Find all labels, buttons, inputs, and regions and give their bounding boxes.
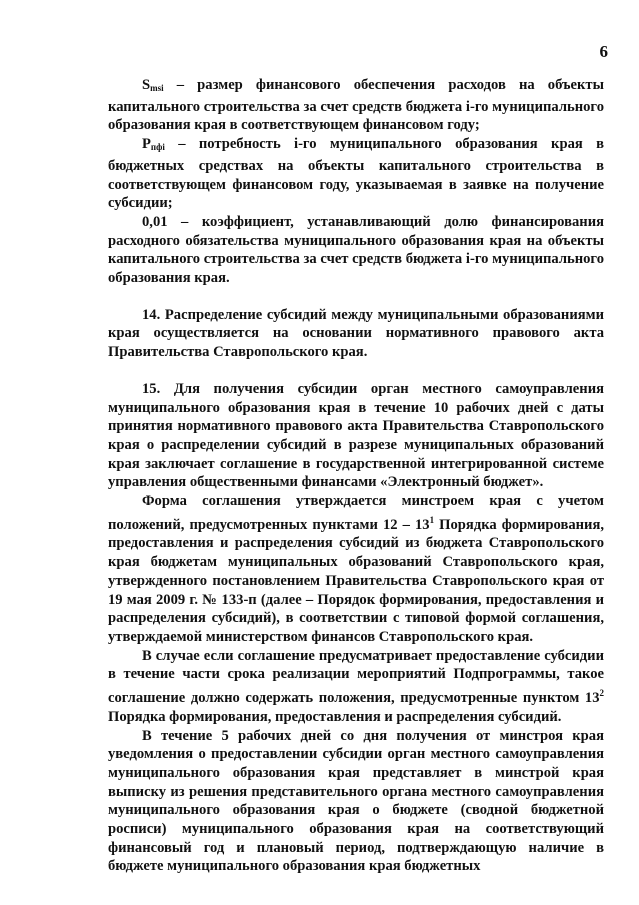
paragraph-14: 14. Распределение субсидий между муниципальными образованиями края осуществляется на основании нормативного правового акта Правительства Ставропольского края. <box>108 306 604 361</box>
paragraph-p-pfi: $P_{пфi}$ – потребность i-го муниципального образования края в бюджетных средствах на объекты капитального строительства в соответствующем финансовом году, указываемая в заявке на получение субсидии; <box>108 136 604 212</box>
paragraph-partial-term: В случае если соглашение предусматривает предоставление субсидии в течение части срока реализации мероприятий Подпрограммы, такое соглашение должно содержать положения, предусмотренные пунктом $13^2$ Порядка формирования, предоставления и распределения субсидий. <box>108 647 604 725</box>
page-number: 6 <box>599 42 608 61</box>
paragraph-s-msi: $S_{msi}$ – размер финансового обеспечения расходов на объекты капитального строительства за счет средств бюджета i-го муниципального образования края в соответствующем финансовом году; <box>108 77 604 134</box>
paragraph-coefficient: 0,01 – коэффициент, устанавливающий долю финансирования расходного обязательства муниципального образования края на объекты капитального строительства за счет средств бюджета i-го муниципального образования края. <box>108 213 604 287</box>
document-body <box>108 76 604 876</box>
paragraph-five-days: В течение 5 рабочих дней со дня получения от минстроя края уведомления о предоставлении субсидии орган местного самоуправления муниципального образования края представляет в минстрой края выписку из решения представительного органа местного самоуправления муниципального образования края о бюджете (сводной бюджетной росписи) муниципального образования края на соответствующий финансовый год и плановый период, подтверждающую наличие в бюджете муниципального образования края бюджетных <box>108 727 604 875</box>
paragraph-15: 15. Для получения субсидии орган местного самоуправления муниципального образования края в течение 10 рабочих дней с даты принятия нормативного правового акта Правительства Ставропольского края о распределении субсидий в разрезе муниципальных образований края заключает соглашение в государственной интегрированной системе управления общественными финансами «Электронный бюджет». <box>108 380 604 491</box>
paragraph-agreement-form: Форма соглашения утверждается минстроем края с учетом положений, предусмотренных пунктами $12 - 13^1$ Порядка формирования, предоставления и распределения субсидий из бюджета Ставропольского края бюджетам муниципальных образований Ставропольского края, утвержденного постановлением Правительства Ставропольского края от 19 мая 2009 г. № 133-п (далее – Порядок формирования, предоставления и распределения субсидий), в соответствии с типовой формой соглашения, утверждаемой министерством финансов Ставропольского края. <box>108 493 604 645</box>
